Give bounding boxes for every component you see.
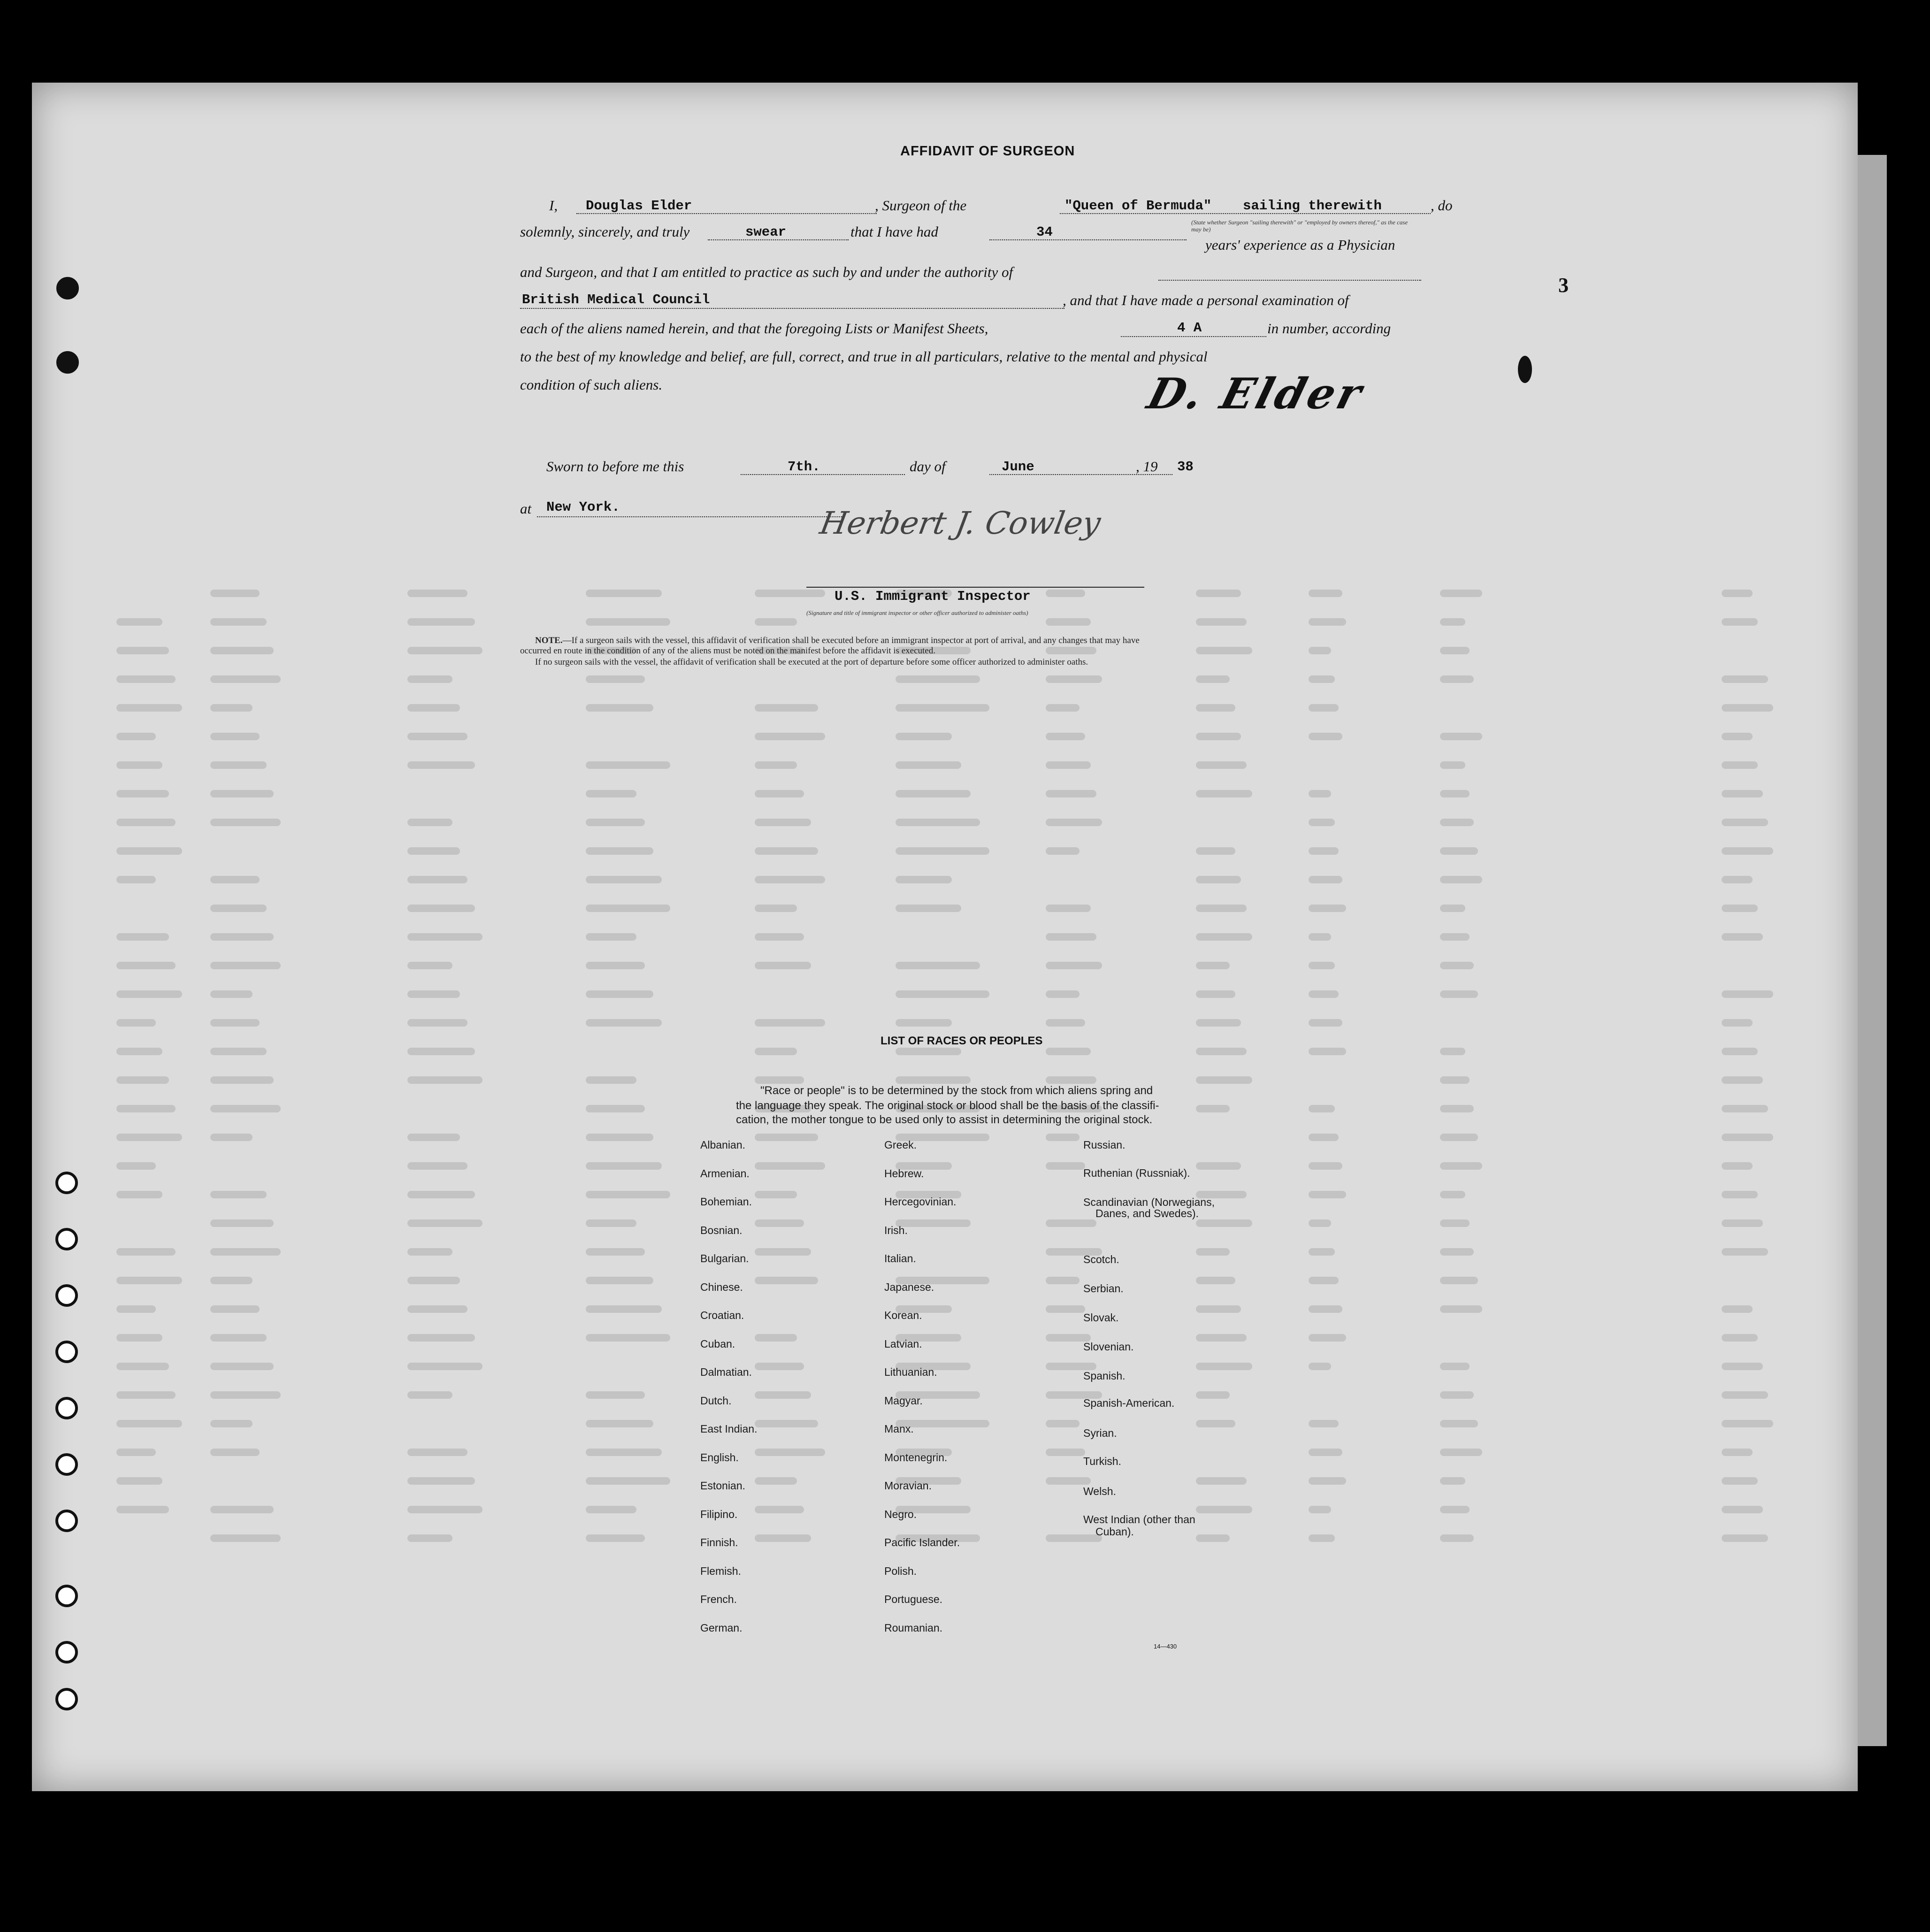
race-item: Bulgarian. [700,1252,749,1265]
race-item: Greek. [884,1139,917,1151]
race-item: Lithuanian. [884,1366,937,1378]
vessel-name: "Queen of Bermuda" [1065,198,1212,214]
inspector-caption: (Signature and title of immigrant inspector or other officer authorized to administer oaths) [806,609,1028,616]
line5-text: each of the aliens named herein, and that the foregoing Lists or Manifest Sheets, [520,320,988,337]
race-item: Hebrew. [884,1167,924,1180]
document-sheet [32,83,1858,1791]
race-item: Finnish. [700,1536,738,1549]
sworn-day: 7th. [788,459,820,475]
race-item: Turkish. [1083,1455,1121,1467]
line2-prefix: solemnly, sincerely, and truly [520,223,690,240]
place-value: New York. [546,499,620,515]
punch-hole [55,1510,78,1532]
race-item: Hercegovinian. [884,1196,957,1208]
race-item: West Indian (other than [1083,1513,1195,1526]
race-item: Scotch. [1083,1253,1119,1265]
race-item: Portuguese. [884,1593,943,1605]
race-item: Slovak. [1083,1311,1119,1324]
race-item: Manx. [884,1423,914,1435]
punch-hole [55,1688,78,1710]
inspector-line [806,571,1144,588]
race-item: Dutch. [700,1394,732,1407]
line7-text: condition of such aliens. [520,376,663,393]
note-line-1: NOTE.—If a surgeon sails with the vessel, this affidavit of verification shall be executed before an immigrant inspector at port of arrival, and any changes that may have [535,636,1140,645]
race-item: Serbian. [1083,1282,1124,1295]
page-number: 3 [1558,274,1569,297]
sworn-year-prefix: , 19 [1136,458,1158,475]
sworn-month: June [1002,459,1034,475]
punch-hole [55,1453,78,1476]
race-item: Spanish. [1083,1370,1126,1382]
race-item: Syrian. [1083,1427,1117,1439]
bleed-through-text [32,83,1858,1791]
race-item: Italian. [884,1252,916,1265]
races-title: LIST OF RACES OR PEOPLES [881,1035,1043,1047]
race-item: Albanian. [700,1139,745,1151]
binder-hole [1518,356,1532,383]
race-item: Flemish. [700,1564,741,1577]
race-item: Slovenian. [1083,1341,1134,1353]
race-item: Cuban. [700,1337,735,1350]
authority: British Medical Council [522,292,710,307]
years-field [989,223,1187,240]
line1-mid: , Surgeon of the [875,197,967,214]
race-item: Pacific Islander. [884,1536,960,1549]
binder-hole [56,277,79,299]
affidavit-title: AFFIDAVIT OF SURGEON [900,144,1075,159]
race-item: Montenegrin. [884,1451,948,1464]
note-line-3: If no surgeon sails with the vessel, the affidavit of verification shall be executed at the port of departure before some officer authorized to administer oaths. [535,657,1088,667]
race-item: Filipino. [700,1508,738,1520]
punch-hole [55,1397,78,1419]
punch-hole [55,1284,78,1307]
race-item: Chinese. [700,1280,743,1293]
line1-prefix: I, [549,197,558,214]
form-number: 14—430 [1154,1643,1177,1650]
punch-hole [55,1585,78,1607]
oath: swear [745,224,787,240]
races-intro-1: "Race or people" is to be determined by the stock from which aliens spring and [760,1084,1153,1097]
sheets-count: 4 A [1177,320,1202,336]
line6-text: to the best of my knowledge and belief, are full, correct, and true in all particulars, relative to the mental and physical [520,348,1208,365]
sailing-note: (State whether Surgeon "sailing therewith" or "employed by owners thereof," as the case may be) [1191,219,1408,233]
sworn-prefix: Sworn to before me this [546,458,684,475]
race-item: Ruthenian (Russniak). [1083,1167,1190,1179]
line5-suffix: in number, according [1267,320,1391,337]
race-item: Estonian. [700,1480,745,1492]
inspector-title: U.S. Immigrant Inspector [835,589,1031,604]
sailing-status: sailing therewith [1243,198,1382,214]
race-item: German. [700,1621,743,1634]
punch-hole [55,1172,78,1194]
race-item: English. [700,1451,739,1464]
sworn-mid: day of [910,458,946,475]
race-item: Moravian. [884,1480,932,1492]
race-item: French. [700,1593,737,1605]
race-item: Roumanian. [884,1621,943,1634]
line2-suffix: years' experience as a Physician [1205,237,1395,253]
sworn-year: 38 [1177,459,1194,475]
race-item: Korean. [884,1309,922,1321]
race-item: East Indian. [700,1423,758,1435]
race-item: Welsh. [1083,1485,1116,1497]
line1-suffix: , do [1431,197,1453,214]
race-item: Magyar. [884,1394,923,1407]
years-experience: 34 [1036,224,1053,240]
race-item: Danes, and Swedes). [1095,1207,1199,1219]
race-item: Russian. [1083,1139,1126,1151]
race-item: Polish. [884,1564,917,1577]
surgeon-name: Douglas Elder [586,198,692,214]
place-prefix: at [520,500,532,517]
punch-hole [55,1228,78,1250]
race-item: Irish. [884,1224,908,1236]
race-item: Negro. [884,1508,917,1520]
inspector-signature: Herbert J. Cowley [817,505,1103,541]
race-item: Croatian. [700,1309,744,1321]
race-item: Bohemian. [700,1196,752,1208]
race-item: Bosnian. [700,1224,743,1236]
binder-hole [56,351,79,374]
races-intro-3: cation, the mother tongue to be used only to assist in determining the original stock. [736,1113,1153,1126]
punch-hole [55,1641,78,1664]
race-item: Spanish-American. [1083,1397,1175,1409]
races-intro-2: the language they speak. The original stock or blood shall be the basis of the classifi- [736,1099,1159,1112]
line2-mid: that I have had [850,223,938,240]
surgeon-signature: D. Elder [1142,369,1370,419]
note-line-2: occurred en route in the condition of any of the aliens must be noted on the manifest before the affidavit is executed. [520,646,935,656]
punch-hole [55,1341,78,1363]
race-item: Japanese. [884,1280,934,1293]
race-item: Latvian. [884,1337,922,1350]
authority-field-1 [1158,264,1421,281]
day-field [741,458,905,475]
race-item: Armenian. [700,1167,750,1180]
page-edge [1858,155,1887,1746]
race-item: Scandinavian (Norwegians, [1083,1196,1215,1208]
line4-suffix: , and that I have made a personal examination of [1063,292,1349,308]
race-item: Dalmatian. [700,1366,752,1378]
line3-text: and Surgeon, and that I am entitled to practice as such by and under the authority of [520,264,1013,280]
race-item: Cuban). [1095,1526,1134,1538]
